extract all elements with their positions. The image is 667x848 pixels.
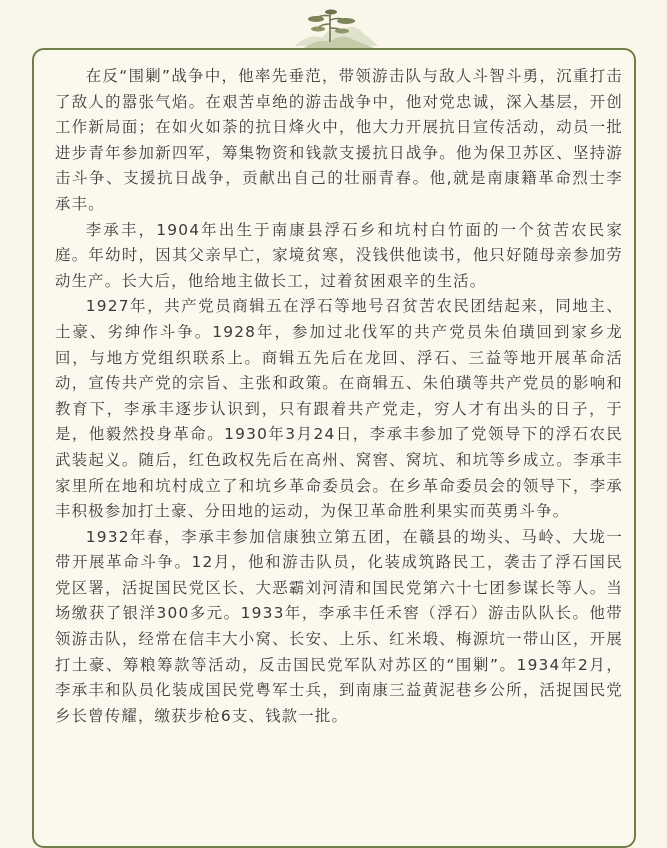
article-body	[55, 64, 623, 729]
mountain-pine-ornament-icon	[290, 2, 380, 52]
article-card	[32, 48, 636, 848]
paragraph-guerrilla-1932: 1932年春，李承丰参加信康独立第五团，在赣县的坳头、马岭、大垅一带开展革命斗争。12月，他和游击队员，化装成筑路民工，袭击了浮石国民党区署，活捉国民党区长、大恶霸刘河清和国民党第六十七团参谋长等人。当场缴获了银洋300多元。1933年，李承丰任禾窖（浮石）游击队队长。他带领游击队，经常在信丰大小窝、长安、上乐、红米塅、梅源坑一带山区，开展打土豪、筹粮筹款等活动，反击国民党军队对苏区的“围剿”。1934年2月，李承丰和队员化装成国民党粤军士兵，到南康三益黄泥巷乡公所，活捉国民党乡长曾传耀，缴获步枪6支、钱款一批。	[55, 527, 623, 725]
paragraph-intro: 在反“围剿”战争中，他率先垂范，带领游击队与敌人斗智斗勇，沉重打击了敌人的嚣张气焰。在艰苦卓绝的游击战争中，他对党忠诚，深入基层，开创工作新局面；在如火如荼的抗日烽火中，他大力开展抗日宣传活动，动员一批进步青年参加新四军，筹集物资和钱款支援抗日战争。他为保卫苏区、坚持游击斗争、支援抗日战争，贡献出自己的壮丽青春。他,就是南康籍革命烈士李承丰。	[55, 67, 623, 213]
paragraph-childhood: 李承丰，1904年出生于南康县浮石乡和坑村白竹面的一个贫苦农民家庭。年幼时，因其父亲早亡，家境贫寒，没钱供他读书，他只好随母亲参加劳动生产。长大后，他给地主做长工，过着贫困艰辛的生活。	[55, 220, 623, 290]
paragraph-joining-revolution: 1927年，共产党员商辑五在浮石等地号召贫苦农民团结起来，同地主、土豪、劣绅作斗争。1928年，参加过北伐军的共产党员朱伯璜回到家乡龙回，与地方党组织联系上。商辑五先后在龙回、浮石、三益等地开展革命活动，宣传共产党的宗旨、主张和政策。在商辑五、朱伯璜等共产党员的影响和教育下，李承丰逐步认识到，只有跟着共产党走，穷人才有出头的日子，于是，他毅然投身革命。1930年3月24日，李承丰参加了党领导下的浮石农民武装起义。随后，红色政权先后在高州、窝窖、窝坑、和坑等乡成立。李承丰家里所在地和坑村成立了和坑乡革命委员会。在乡革命委员会的领导下，李承丰积极参加打土豪、分田地的运动，为保卫革命胜利果实而英勇斗争。	[55, 297, 623, 521]
